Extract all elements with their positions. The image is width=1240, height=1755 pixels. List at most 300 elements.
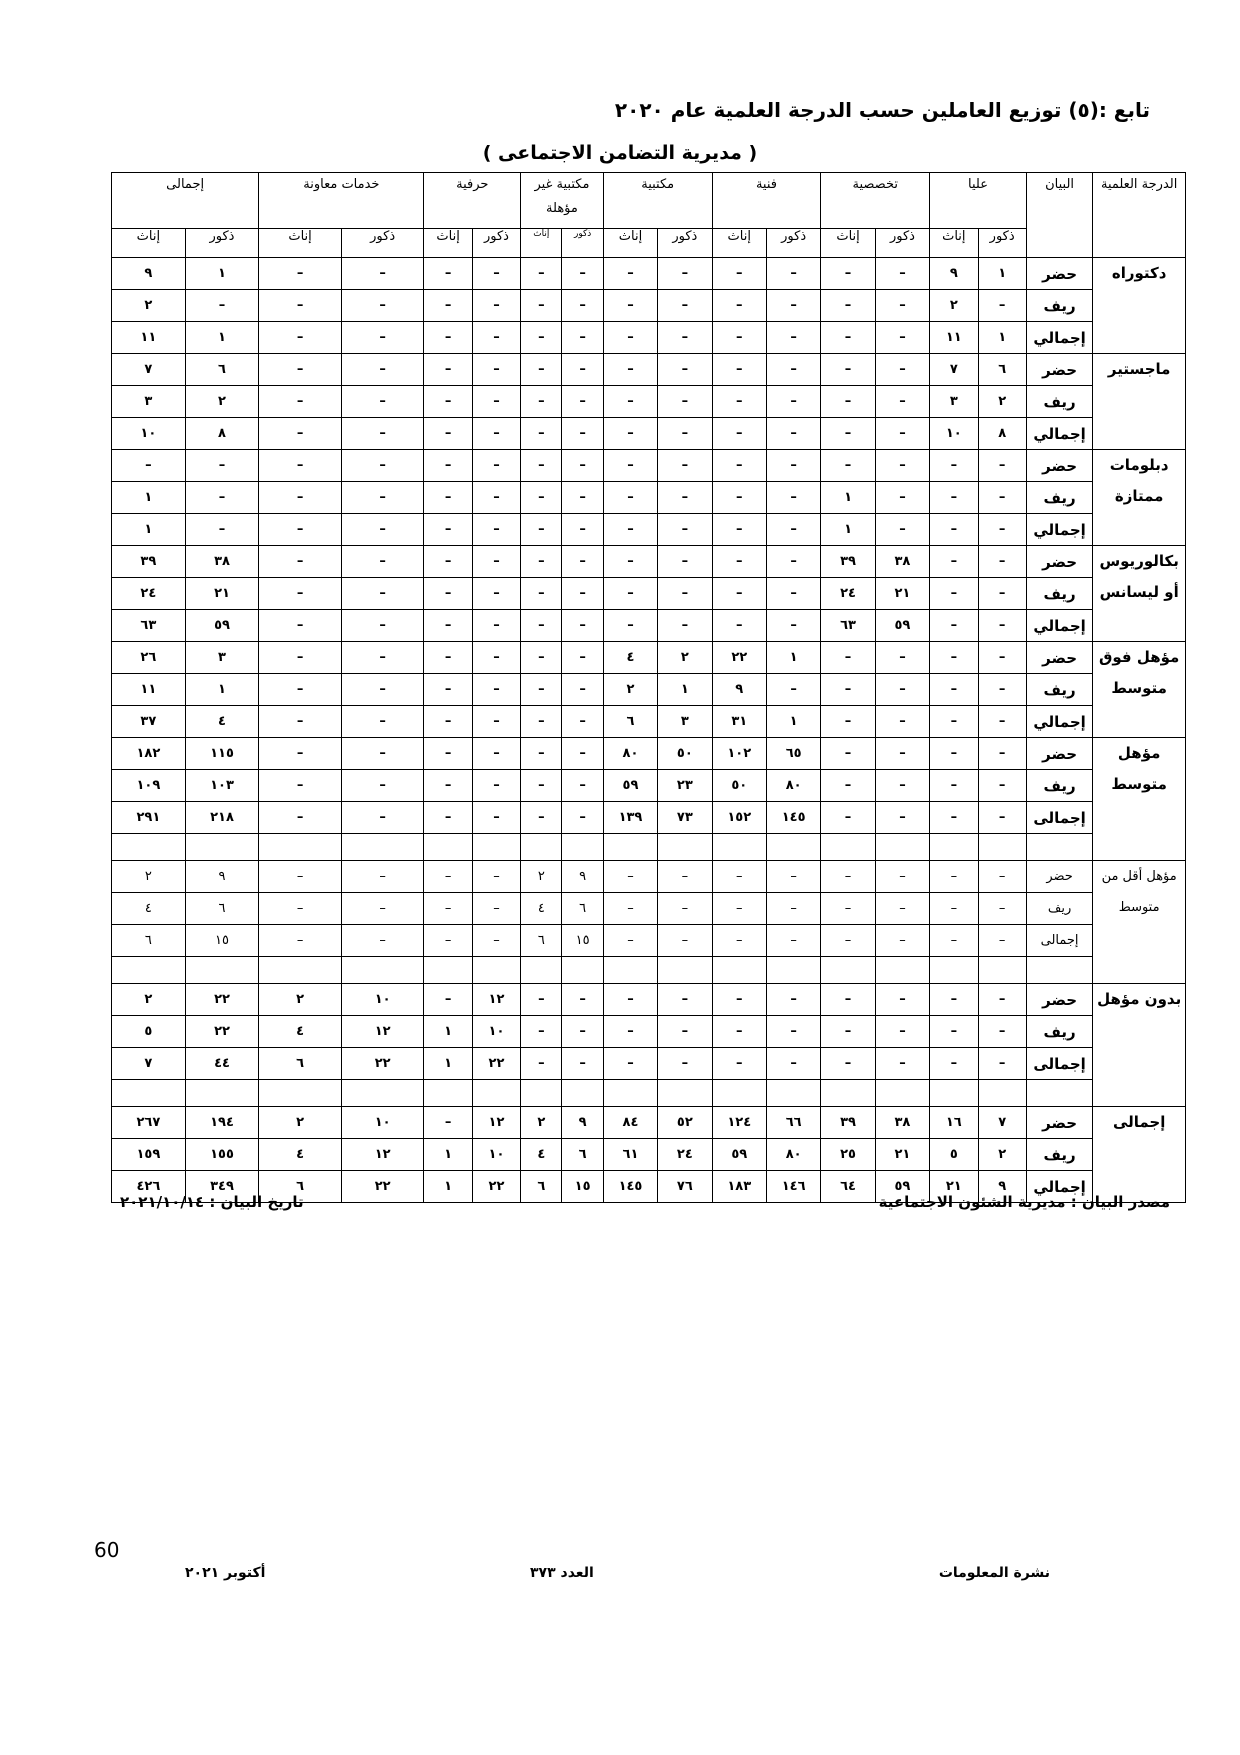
table-cell: – [521,1048,562,1080]
table-cell: ١٠ [930,418,978,450]
statement-label: حضر [1026,450,1092,482]
table-cell: – [766,893,820,925]
header-group-clerical: مكتبية [603,173,712,229]
table-cell: – [185,514,259,546]
table-cell: – [821,984,875,1016]
table-cell: – [821,1048,875,1080]
table-cell: – [424,642,472,674]
statement-label: حضر [1026,258,1092,290]
table-cell: ١٥٩ [112,1139,186,1171]
table-cell: – [259,258,342,290]
table-cell: ٨ [978,418,1026,450]
table-cell [521,834,562,861]
table-cell: – [472,770,520,802]
table-cell [185,957,259,984]
table-cell: – [712,546,766,578]
table-cell [930,834,978,861]
table-cell: ١٤٥ [603,1171,657,1203]
table-cell [424,834,472,861]
table-cell: – [562,418,603,450]
table-cell: – [766,610,820,642]
statement-label: حضر [1026,546,1092,578]
table-cell: – [259,770,342,802]
table-cell: – [341,802,424,834]
table-row [112,738,1186,770]
table-cell [875,1080,929,1107]
table-cell: – [978,706,1026,738]
table-cell: – [341,861,424,893]
table-cell: – [603,1048,657,1080]
table-cell: ٢ [112,290,186,322]
table-row [112,514,1186,546]
table-cell: – [712,386,766,418]
header-male: ذكور [562,228,603,257]
table-cell: – [658,578,712,610]
table-cell: – [658,925,712,957]
table-subtitle: ( مديرية التضامن الاجتماعى ) [482,142,758,164]
table-cell: – [603,925,657,957]
table-cell: ٣ [112,386,186,418]
table-cell: ١٤٥ [766,802,820,834]
table-cell: – [424,354,472,386]
table-cell [185,834,259,861]
table-cell: ٦ [521,925,562,957]
table-cell: ٦ [562,1139,603,1171]
table-cell: – [562,1048,603,1080]
table-cell: – [562,802,603,834]
table-cell: ١٨٢ [112,738,186,770]
table-cell: ٥٠ [658,738,712,770]
table-cell: – [424,322,472,354]
table-row [112,706,1186,738]
table-cell: – [712,322,766,354]
table-cell: – [424,418,472,450]
table-cell: – [521,482,562,514]
header-female: إناث [930,228,978,257]
table-cell: ٤ [521,1139,562,1171]
table-cell: – [424,861,472,893]
table-cell: – [259,738,342,770]
table-cell [424,957,472,984]
table-cell: ١٢ [341,1139,424,1171]
table-cell: ١٠٢ [712,738,766,770]
table-cell: – [821,738,875,770]
table-cell: – [603,610,657,642]
table-cell: ١٥ [562,925,603,957]
table-cell: ٩ [930,258,978,290]
table-cell: – [766,674,820,706]
table-cell: – [562,770,603,802]
header-group-specialist: تخصصية [821,173,930,229]
table-cell: ١٠ [341,1107,424,1139]
table-cell: – [766,925,820,957]
table-cell: ٣١ [712,706,766,738]
table-cell: – [930,893,978,925]
table-row [112,642,1186,674]
table-cell: ٨ [185,418,259,450]
table-cell: – [766,1048,820,1080]
table-cell [658,1080,712,1107]
table-cell: – [658,514,712,546]
table-cell: ٣٨ [875,1107,929,1139]
table-cell [562,834,603,861]
header-female: إناث [521,228,562,257]
table-row [112,957,1186,984]
footer-publication: نشرة المعلومات [938,1565,1050,1581]
table-cell: ٩ [562,1107,603,1139]
table-row [112,925,1186,957]
table-cell: – [821,258,875,290]
table-cell: – [978,578,1026,610]
statement-label: ريف [1026,893,1092,925]
table-cell [112,834,186,861]
table-cell [766,1080,820,1107]
table-cell: ١٨٣ [712,1171,766,1203]
table-cell: – [930,546,978,578]
degree-label: بدون مؤهل [1093,984,1186,1107]
table-cell: – [341,258,424,290]
table-cell [341,1080,424,1107]
table-cell: – [978,482,1026,514]
table-cell: – [424,290,472,322]
table-cell: – [521,1016,562,1048]
table-cell: ١٩٤ [185,1107,259,1139]
table-cell: ٢ [521,861,562,893]
table-cell: – [603,482,657,514]
table-cell: – [712,861,766,893]
table-cell: ٢ [112,984,186,1016]
table-cell: – [562,290,603,322]
table-cell: – [562,354,603,386]
statement-label: حضر [1026,642,1092,674]
table-cell [603,957,657,984]
table-cell: – [259,802,342,834]
table-cell [821,834,875,861]
table-cell: ١ [185,258,259,290]
table-cell: ٤ [259,1139,342,1171]
table-cell: – [766,514,820,546]
table-row [112,802,1186,834]
statement-label: ريف [1026,386,1092,418]
statement-label: حضر [1026,984,1092,1016]
table-cell: – [472,893,520,925]
table-cell: ٦٥ [766,738,820,770]
table-cell: – [341,578,424,610]
table-cell: – [821,925,875,957]
table-cell: – [259,386,342,418]
table-cell: ٧٣ [658,802,712,834]
table-cell: – [424,984,472,1016]
statement-label: حضر [1026,738,1092,770]
degree-label: مؤهل أقل من متوسط [1093,861,1186,984]
table-cell: – [603,418,657,450]
table-cell [259,834,342,861]
table-cell: – [821,418,875,450]
table-cell: – [821,322,875,354]
table-cell: – [472,861,520,893]
table-cell: – [259,861,342,893]
table-cell: – [472,290,520,322]
table-cell [978,834,1026,861]
table-cell: – [472,450,520,482]
table-cell: – [424,258,472,290]
table-cell [766,957,820,984]
table-cell: – [521,642,562,674]
table-cell: – [472,258,520,290]
table-cell: – [930,1048,978,1080]
table-cell: – [341,322,424,354]
table-cell: – [875,674,929,706]
table-cell: ٣ [930,386,978,418]
table-cell: – [875,738,929,770]
table-cell [821,1080,875,1107]
table-row [112,322,1186,354]
table-cell: – [424,450,472,482]
table-cell [930,957,978,984]
table-cell: ٤٢٦ [112,1171,186,1203]
table-cell: – [978,738,1026,770]
table-cell: ٥٩ [603,770,657,802]
table-cell [112,957,186,984]
table-cell: – [821,770,875,802]
table-cell: – [424,482,472,514]
header-male: ذكور [658,228,712,257]
table-cell: – [978,642,1026,674]
table-cell: – [521,578,562,610]
table-cell: – [521,738,562,770]
statement-label: ريف [1026,674,1092,706]
table-cell: ١٢٤ [712,1107,766,1139]
table-cell: – [424,546,472,578]
table-cell: ٢٦٧ [112,1107,186,1139]
table-cell: ١٥ [185,925,259,957]
table-cell: ٧٦ [658,1171,712,1203]
table-row [112,770,1186,802]
statement-label: إجمالي [1026,610,1092,642]
table-cell: – [603,984,657,1016]
table-cell [562,1080,603,1107]
table-cell: – [875,1048,929,1080]
table-cell: – [603,290,657,322]
table-cell: – [658,893,712,925]
table-cell: ١٠ [472,1016,520,1048]
table-cell: – [712,418,766,450]
table-cell: – [562,1016,603,1048]
table-cell: – [875,322,929,354]
table-cell: – [424,610,472,642]
header-male: ذكور [185,228,259,257]
table-cell: – [930,642,978,674]
table-cell: ٣٩ [821,546,875,578]
footer-month: أكتوبر ٢٠٢١ [185,1565,266,1581]
table-cell: ٢٥ [821,1139,875,1171]
table-cell: – [930,610,978,642]
table-cell: – [562,984,603,1016]
table-cell: – [424,738,472,770]
table-cell: – [341,738,424,770]
table-cell: – [521,514,562,546]
table-cell: ١ [658,674,712,706]
table-cell: ١١ [930,322,978,354]
table-cell: – [521,770,562,802]
table-row [112,893,1186,925]
table-cell: – [424,1107,472,1139]
table-cell: – [259,290,342,322]
table-cell: ٥٩ [875,1171,929,1203]
degree-label: إجمالى [1093,1107,1186,1203]
table-cell: ٥٩ [712,1139,766,1171]
table-cell: – [875,770,929,802]
table-row [112,418,1186,450]
table-cell: – [712,258,766,290]
table-cell: ٨٠ [766,770,820,802]
table-cell [712,1080,766,1107]
statement-label [1026,957,1092,984]
table-cell: ١٢ [472,1107,520,1139]
table-cell: – [424,802,472,834]
table-cell: ٢٢ [472,1171,520,1203]
table-cell: – [712,514,766,546]
table-cell: – [875,984,929,1016]
table-cell: – [821,386,875,418]
table-row [112,354,1186,386]
table-cell: – [875,514,929,546]
table-cell: – [712,1016,766,1048]
table-cell: – [875,258,929,290]
table-cell: ١٠ [472,1139,520,1171]
table-cell: ٧ [112,354,186,386]
statement-label: إجمالى [1026,802,1092,834]
table-cell: ٢ [259,984,342,1016]
table-cell: ١٠٣ [185,770,259,802]
table-cell: – [259,674,342,706]
table-cell [259,1080,342,1107]
table-cell: – [978,925,1026,957]
statement-label: حضر [1026,861,1092,893]
table-cell: ١٣٩ [603,802,657,834]
table-cell: – [112,450,186,482]
table-cell: – [341,354,424,386]
table-cell: ٦ [185,893,259,925]
table-cell: ٩ [112,258,186,290]
table-cell: – [562,450,603,482]
table-cell: – [562,610,603,642]
table-row [112,386,1186,418]
employees-by-degree-table [111,172,1186,1203]
table-cell: ١٤٦ [766,1171,820,1203]
table-cell: ٣٧ [112,706,186,738]
table-row [112,1048,1186,1080]
table-cell: ٦٣ [821,610,875,642]
table-cell: – [341,925,424,957]
statement-label: إجمالي [1026,514,1092,546]
statement-label [1026,834,1092,861]
table-cell: – [259,578,342,610]
table-cell: – [562,706,603,738]
table-cell: ٣٩ [112,546,186,578]
degree-label: مؤهل متوسط [1093,738,1186,861]
header-group-craft: حرفية [424,173,521,229]
table-cell [424,1080,472,1107]
table-row [112,1016,1186,1048]
table-cell [978,1080,1026,1107]
table-cell: – [821,450,875,482]
statement-label: إجمالي [1026,706,1092,738]
table-cell: – [875,386,929,418]
table-cell: – [875,1016,929,1048]
table-cell: – [424,578,472,610]
table-cell [766,834,820,861]
table-cell: ١٠ [341,984,424,1016]
table-cell: – [766,1016,820,1048]
table-cell: ٨٠ [766,1139,820,1171]
header-statement: البيان [1026,173,1092,258]
table-cell: – [875,861,929,893]
statement-label: ريف [1026,1139,1092,1171]
table-cell: ٢٤ [658,1139,712,1171]
table-cell: – [875,418,929,450]
table-cell: ١١٥ [185,738,259,770]
table-row [112,674,1186,706]
table-cell: – [875,706,929,738]
table-cell: – [341,290,424,322]
table-cell: – [978,1048,1026,1080]
table-cell: – [259,706,342,738]
table-cell: – [930,482,978,514]
table-cell: ٨٤ [603,1107,657,1139]
table-cell: – [658,861,712,893]
table-cell: – [658,354,712,386]
table-cell: – [603,450,657,482]
table-cell: – [821,893,875,925]
table-cell: – [930,706,978,738]
table-cell [472,834,520,861]
table-row [112,450,1186,482]
table-cell: ٧ [930,354,978,386]
table-cell: – [766,322,820,354]
table-cell: – [712,610,766,642]
data-source: مصدر البيان : مديرية الشئون الاجتماعية [878,1193,1170,1211]
table-cell: – [341,610,424,642]
table-cell: ١ [821,482,875,514]
table-cell: – [930,738,978,770]
table-cell: – [562,546,603,578]
table-cell: ٩ [978,1171,1026,1203]
data-date: تاريخ البيان : ٢٠٢١/١٠/١٤ [120,1193,304,1211]
table-cell: ٥٩ [875,610,929,642]
table-cell: ٤ [521,893,562,925]
table-cell: – [521,354,562,386]
table-cell: ٦ [562,893,603,925]
table-cell: ٥٩ [185,610,259,642]
table-cell: ٦١ [603,1139,657,1171]
table-cell: – [472,386,520,418]
table-cell: – [341,418,424,450]
table-cell: – [341,514,424,546]
table-cell: ٥ [930,1139,978,1171]
table-cell: – [472,802,520,834]
table-cell [472,957,520,984]
table-cell: ١ [424,1139,472,1171]
table-cell: ١ [766,706,820,738]
header-female: إناث [821,228,875,257]
table-cell: – [472,546,520,578]
table-cell: – [978,674,1026,706]
table-cell: – [658,322,712,354]
table-cell: – [603,861,657,893]
table-cell: – [712,354,766,386]
table-cell: – [875,642,929,674]
